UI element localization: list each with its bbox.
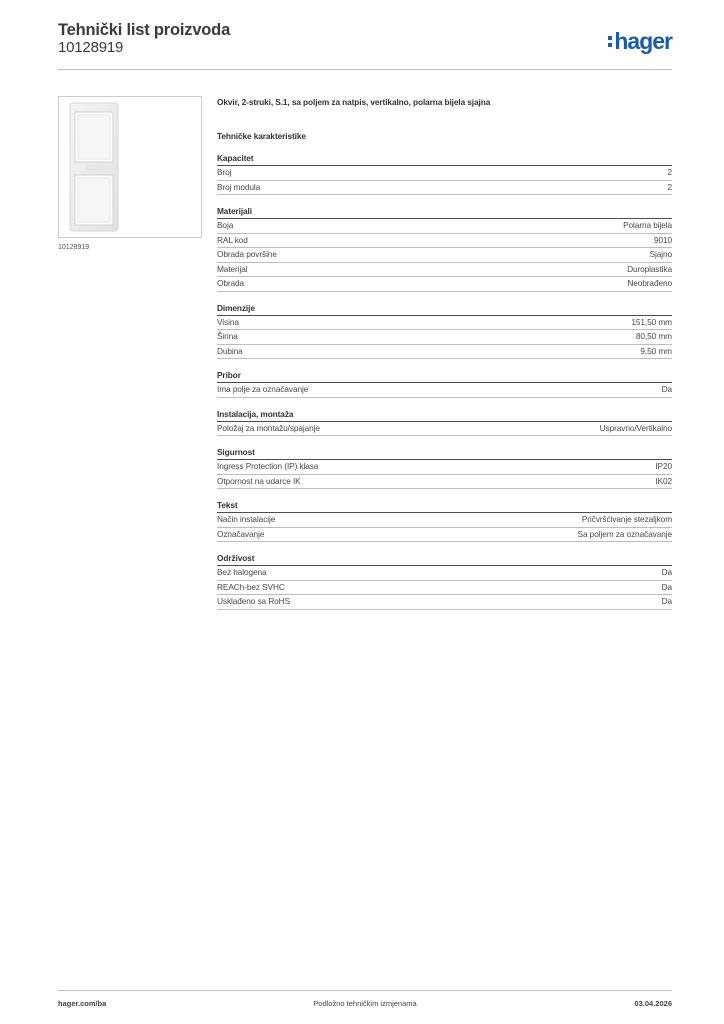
spec-row — [217, 316, 672, 331]
spec-label: Broj — [217, 167, 232, 177]
frame-image-icon — [59, 97, 201, 237]
spec-row — [217, 595, 672, 610]
spec-value: Da — [661, 596, 672, 606]
spec-value: IK02 — [655, 475, 672, 486]
section-title: Materijali — [217, 205, 672, 219]
spec-label: Obrada površine — [217, 249, 277, 259]
page-header — [58, 21, 672, 70]
section-odrzivost — [217, 552, 672, 610]
spec-label: Označavanje — [217, 528, 265, 539]
spec-value: 9,50 mm — [640, 345, 672, 356]
spec-label: Visina — [217, 316, 239, 327]
spec-row — [217, 345, 672, 360]
image-caption: 10128919 — [58, 244, 90, 251]
spec-value: Da — [661, 581, 672, 592]
spec-value: Uspravno/Vertikalno — [599, 422, 672, 433]
spec-row — [217, 422, 672, 437]
spec-label: Obrada — [217, 278, 245, 288]
spec-label: Širina — [217, 331, 238, 341]
spec-value: Da — [661, 384, 672, 394]
section-kapacitet — [217, 152, 672, 195]
spec-label: RAL kod — [217, 234, 248, 245]
spec-label: Položaj za montažu/spajanje — [217, 422, 320, 433]
spec-row — [217, 330, 672, 345]
spec-value: 2 — [667, 181, 672, 192]
logo-dots-icon — [608, 36, 612, 47]
spec-label: Ima polje za označavanje — [217, 384, 309, 394]
product-code: 10128919 — [58, 39, 124, 56]
spec-row — [217, 248, 672, 263]
spec-row — [217, 166, 672, 181]
spec-row — [217, 528, 672, 543]
section-sigurnost — [217, 446, 672, 489]
spec-value: IP20 — [655, 461, 672, 471]
section-title: Održivost — [217, 552, 672, 566]
spec-label: Usklađeno sa RoHS — [217, 596, 291, 606]
spec-label: Boja — [217, 220, 234, 230]
section-materijali — [217, 205, 672, 292]
technical-content — [217, 95, 672, 610]
spec-row — [217, 475, 672, 490]
section-instalacija — [217, 408, 672, 437]
document-title: Tehnički list proizvoda — [58, 21, 231, 39]
spec-label: Otpornost na udarce IK — [217, 475, 301, 486]
spec-value: Da — [661, 567, 672, 577]
spec-row — [217, 181, 672, 196]
product-description: Okvir, 2-struki, S.1, sa poljem za natpis, vertikalno, polarna bijela sjajna — [217, 97, 491, 107]
spec-value: Sa poljem za označavanje — [577, 528, 672, 539]
spec-value: Sjajno — [649, 249, 672, 259]
spec-label: Način instalacije — [217, 514, 276, 524]
spec-row — [217, 581, 672, 596]
spec-value: Duroplastika — [627, 263, 672, 274]
section-title: Sigurnost — [217, 446, 672, 460]
product-image — [58, 96, 202, 238]
section-title: Dimenzije — [217, 302, 672, 316]
spec-row — [217, 513, 672, 528]
section-title: Kapacitet — [217, 152, 672, 166]
spec-row — [217, 263, 672, 278]
spec-row — [217, 566, 672, 581]
section-title: Instalacija, montaža — [217, 408, 672, 422]
page-footer — [58, 990, 672, 1015]
footer-disclaimer: Podložno tehničkim izmjenama — [313, 999, 417, 1008]
footer-website-link[interactable]: hager.com/ba — [58, 999, 107, 1008]
spec-value: Neobrađeno — [627, 278, 672, 288]
spec-value: Polarna bijela — [623, 220, 672, 230]
footer-date: 03.04.2026 — [634, 999, 672, 1008]
section-tekst — [217, 499, 672, 542]
spec-row — [217, 219, 672, 234]
spec-label: Broj modula — [217, 181, 261, 192]
section-title: Tekst — [217, 499, 672, 513]
spec-row — [217, 234, 672, 249]
section-title: Pribor — [217, 369, 672, 383]
spec-value: 9010 — [653, 234, 672, 245]
spec-value: 80,50 mm — [635, 331, 672, 341]
section-dimenzije — [217, 302, 672, 360]
spec-label: REACh-bez SVHC — [217, 581, 285, 592]
hager-logo — [608, 28, 672, 54]
spec-value: Pričvršćivanje stezaljkom — [581, 514, 672, 524]
tech-characteristics-heading: Tehničke karakteristike — [217, 131, 306, 141]
spec-label: Materijal — [217, 263, 248, 274]
spec-row — [217, 460, 672, 475]
spec-label: Dubina — [217, 345, 243, 356]
spec-value: 2 — [667, 167, 672, 177]
spec-row — [217, 383, 672, 398]
spec-row — [217, 277, 672, 292]
spec-label: Bez halogena — [217, 567, 267, 577]
spec-label: Ingress Protection (IP) klasa — [217, 461, 319, 471]
spec-value: 151,50 mm — [631, 316, 672, 327]
section-pribor — [217, 369, 672, 398]
logo-text: hager — [614, 28, 672, 54]
